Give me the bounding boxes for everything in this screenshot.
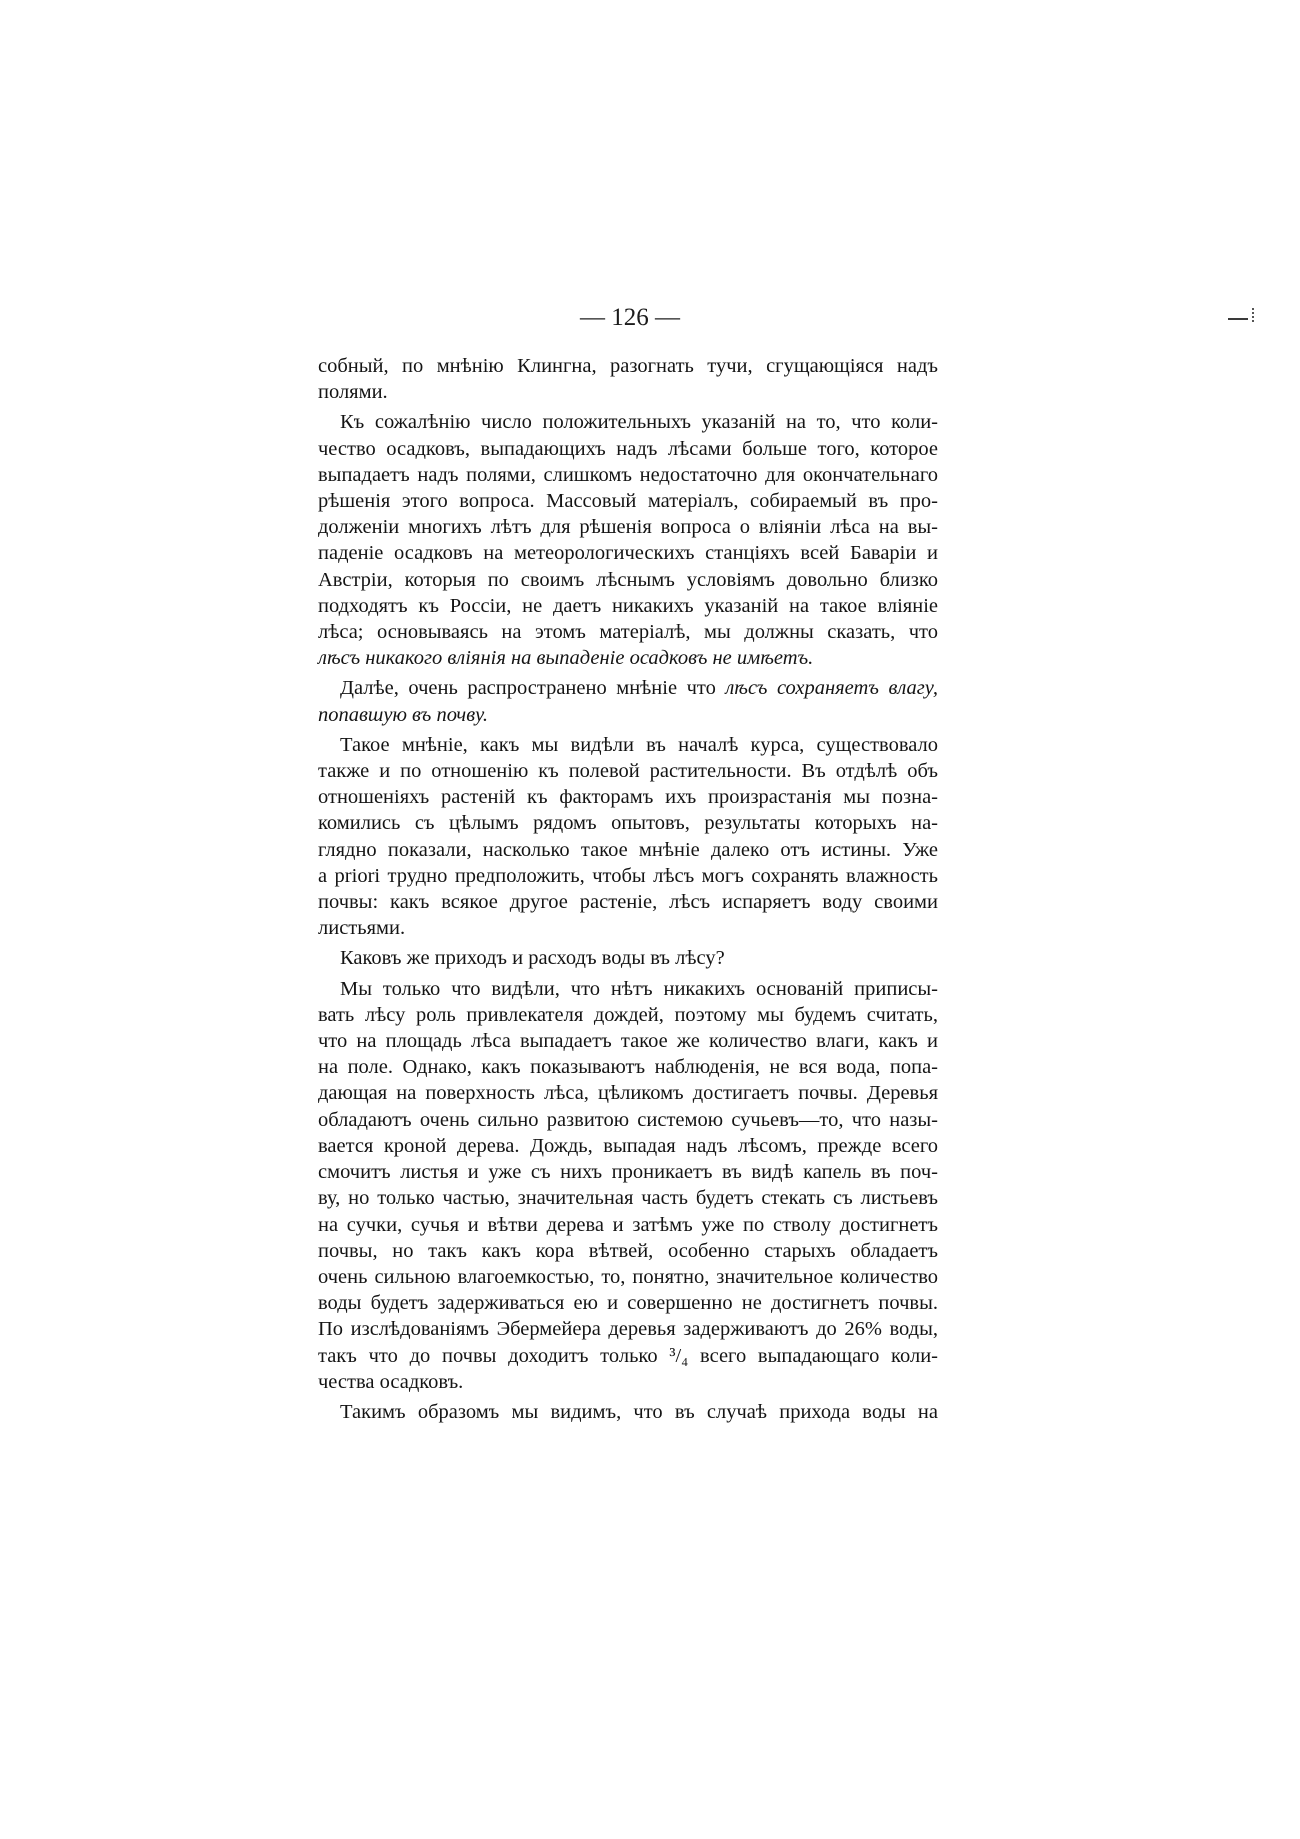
text-line: воды будетъ задерживаться ею и совершенно не достигнетъ почвы.: [318, 1292, 938, 1315]
text-line: листьями.: [318, 917, 406, 940]
text-line: собный, по мнѣнію Клингна, разогнать тучи, сгущающіяся надъ: [318, 355, 938, 377]
text-line: обладаютъ очень сильно развитою системою сучьевъ—то, что назы-: [318, 1108, 938, 1131]
paragraph: [318, 945, 938, 971]
paragraph: [318, 1399, 938, 1425]
text-line: ву, но только частью, значительная часть будетъ стекать съ листьевъ: [318, 1187, 938, 1210]
text-segment: Далѣе, очень распространено мнѣніе что: [340, 677, 716, 700]
text-line: Австріи, которыя по своимъ лѣснымъ условіямъ довольно близко: [318, 568, 938, 591]
paragraph: [318, 409, 938, 671]
text-line: Такимъ образомъ мы видимъ, что въ случаѣ прихода воды на: [340, 1400, 938, 1423]
text-line: полями.: [318, 381, 388, 404]
text-line: подходятъ къ Россіи, не даетъ никакихъ указаній на такое вліяніе: [318, 594, 938, 617]
text-line: на сучки, сучья и вѣтви дерева и затѣмъ уже по стволу достигнетъ: [318, 1213, 938, 1236]
text-line: смочитъ листья и уже съ нихъ проникаетъ въ видѣ капель въ поч-: [318, 1161, 938, 1184]
text-line: Каковъ же приходъ и расходъ воды въ лѣсу?: [340, 947, 725, 970]
text-line: лѣса; основываясь на этомъ матеріалѣ, мы должны сказать, что: [318, 621, 938, 644]
text-line: Мы только что видѣли, что нѣтъ никакихъ основаній приписы-: [340, 977, 938, 1000]
text-line: на поле. Однако, какъ показываютъ наблюденія, не вся вода, попа-: [318, 1056, 938, 1079]
text-line: Такое мнѣніе, какъ мы видѣли въ началѣ курса, существовало: [340, 733, 938, 756]
scan-artifact-mark: [1228, 318, 1248, 320]
text-line: очень сильною влагоемкостью, то, понятно, значительное количество: [318, 1265, 938, 1288]
text-line: чества осадковъ.: [318, 1370, 464, 1393]
text-line: рѣшенія этого вопроса. Массовый матеріалъ, собираемый въ про-: [318, 490, 938, 513]
text-line: Къ сожалѣнію число положительныхъ указаній на то, что коли-: [340, 411, 938, 434]
text-line: отношеніяхъ растеній къ факторамъ ихъ произрастанія мы позна-: [318, 786, 938, 809]
italic-emphasis: попавшую въ почву.: [318, 703, 489, 726]
text-line: чество осадковъ, выпадающихъ надъ лѣсами больше того, которое: [318, 437, 938, 460]
text-line: долженіи многихъ лѣтъ для рѣшенія вопроса о вліяніи лѣса на вы-: [318, 516, 938, 539]
text-line: комились съ цѣлымъ рядомъ опытовъ, результаты которыхъ на-: [318, 812, 938, 835]
text-line: почвы: какъ всякое другое растеніе, лѣсъ испаряетъ воду своими: [318, 891, 938, 914]
italic-emphasis: лѣсъ сохраняетъ влагу,: [725, 677, 938, 700]
text-line: вать лѣсу роль привлекателя дождей, поэтому мы будемъ считать,: [318, 1003, 938, 1026]
italic-emphasis: лѣсъ никакого вліянія на выпаденіе осадковъ не имѣетъ.: [318, 647, 814, 670]
text-line: [318, 675, 938, 701]
text-line: паденіе осадковъ на метеорологическихъ станціяхъ всей Баваріи и: [318, 542, 938, 565]
text-line: По изслѣдованіямъ Эбермейера деревья задерживаютъ до 26% воды,: [318, 1318, 938, 1341]
text-line: дающая на поверхность лѣса, цѣликомъ достигаетъ почвы. Деревья: [318, 1082, 938, 1105]
text-line: выпадаетъ надъ полями, слишкомъ недостаточно для окончательнаго: [318, 463, 938, 486]
text-line: такъ что до почвы доходитъ только ³/₄ всего выпадающаго коли-: [318, 1344, 938, 1367]
paragraph: [318, 976, 938, 1395]
page-number: — 126 —: [580, 304, 680, 331]
paragraph: [318, 675, 938, 727]
paragraph: [318, 353, 938, 405]
text-line: также и по отношенію къ полевой растительности. Въ отдѣлѣ объ: [318, 760, 938, 783]
text-line-italic: [318, 645, 938, 671]
text-line: глядно показали, насколько такое мнѣніе далеко отъ истины. Уже: [318, 838, 938, 861]
text-line-italic: [318, 702, 938, 728]
body-text: [318, 353, 938, 1425]
text-line: a priori трудно предположить, чтобы лѣсъ могъ сохранять влажность: [318, 864, 938, 887]
text-line: вается кроной дерева. Дождь, выпадая надъ лѣсомъ, прежде всего: [318, 1134, 938, 1157]
scan-artifact-dots: [1252, 308, 1257, 322]
text-line: почвы, но такъ какъ кора вѣтвей, особенно старыхъ обладаетъ: [318, 1239, 938, 1262]
text-line: что на площадь лѣса выпадаетъ такое же количество влаги, какъ и: [318, 1030, 938, 1053]
paragraph: [318, 732, 938, 942]
